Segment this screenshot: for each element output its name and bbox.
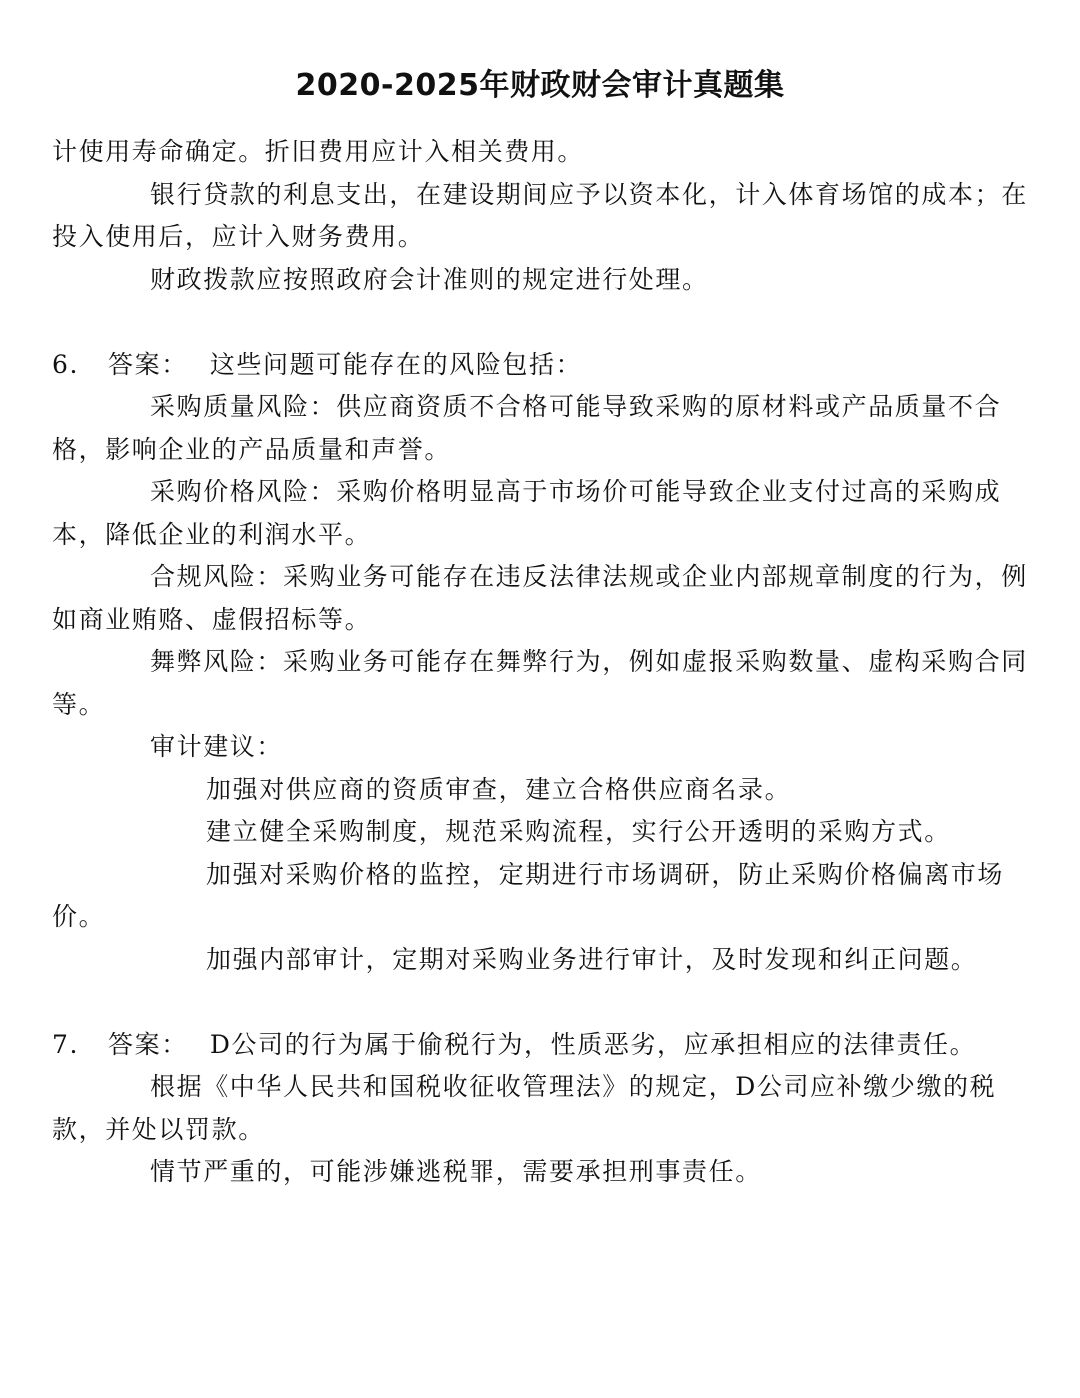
question-number: 6.: [52, 349, 80, 379]
document-body: [52, 131, 1042, 1194]
question-number: 7.: [52, 1029, 80, 1059]
advice-item: 加强对供应商的资质审查，建立合格供应商名录。: [206, 774, 792, 804]
answer-lead: 这些问题可能存在的风险包括：: [209, 349, 583, 379]
question-6-header: [52, 344, 1042, 387]
advice-heading: 审计建议：: [150, 732, 284, 761]
paragraph-continued: 计使用寿命确定。折旧费用应计入相关费用。: [52, 137, 585, 166]
answer-lead: D公司的行为属于偷税行为，性质恶劣，应承担相应的法律责任。: [209, 1029, 977, 1059]
risk-item: 采购质量风险：供应商资质不合格可能导致采购的原材料或产品质量不合格，影响企业的产品质量和声誉。: [52, 392, 1002, 464]
answer-label: 答案：: [108, 349, 188, 379]
risk-item: 舞弊风险：采购业务可能存在舞弊行为，例如虚报采购数量、虚构采购合同等。: [52, 647, 1028, 719]
paragraph-loan-interest: 银行贷款的利息支出，在建设期间应予以资本化，计入体育场馆的成本；在投入使用后，应计入财务费用。: [52, 179, 1028, 251]
advice-item: 建立健全采购制度，规范采购流程，实行公开透明的采购方式。: [206, 817, 951, 846]
advice-item: 加强内部审计，定期对采购业务进行审计，及时发现和纠正问题。: [206, 944, 978, 974]
answer-paragraph: 情节严重的，可能涉嫌逃税罪，需要承担刑事责任。: [150, 1157, 762, 1186]
risk-item: 采购价格风险：采购价格明显高于市场价可能导致企业支付过高的采购成本，降低企业的利润水平。: [52, 477, 1002, 549]
question-7-header: [52, 1024, 1042, 1067]
section-gap: [52, 981, 1042, 1024]
paragraph-fiscal-allocation: 财政拨款应按照政府会计准则的规定进行处理。: [150, 264, 709, 294]
advice-item: 加强对采购价格的监控，定期进行市场调研，防止采购价格偏离市场价。: [52, 859, 1005, 931]
page-title: 2020-2025年财政财会审计真题集: [295, 68, 785, 103]
section-gap: [52, 301, 1042, 344]
answer-label: 答案：: [108, 1029, 188, 1059]
answer-paragraph: 根据《中华人民共和国税收征收管理法》的规定，D公司应补缴少缴的税款，并处以罚款。: [52, 1072, 997, 1144]
risk-item: 合规风险：采购业务可能存在违反法律法规或企业内部规章制度的行为，例如商业贿赂、虚假招标等。: [52, 562, 1028, 634]
